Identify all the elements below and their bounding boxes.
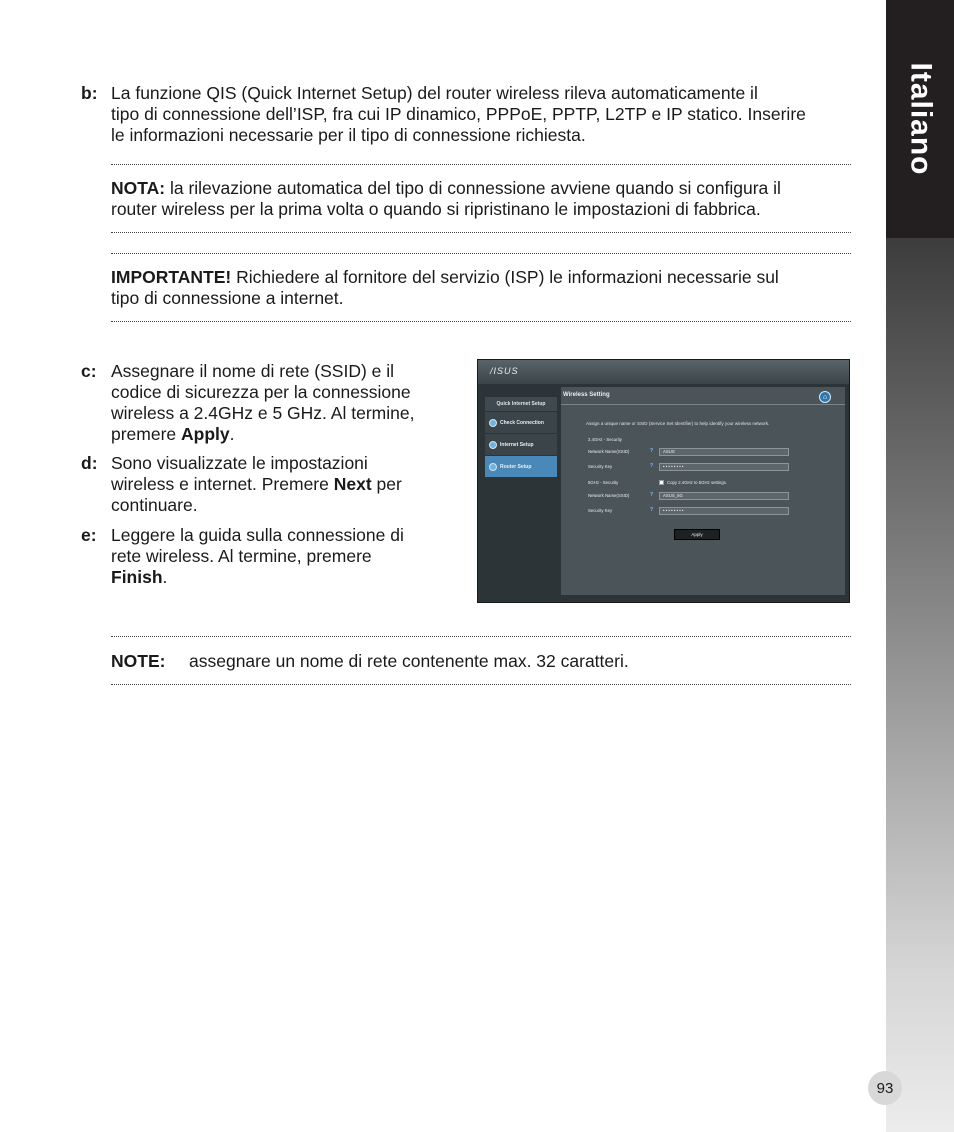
section-d-line: continuare. (111, 495, 198, 515)
asus-logo: /ISUS (490, 366, 519, 376)
importante-label: IMPORTANTE! (111, 267, 232, 287)
section-e-text (111, 525, 404, 588)
section-b-line: La funzione QIS (Quick Internet Setup) del router wireless rileva automaticamente il (111, 83, 758, 103)
nav-item-label: Check Connection (500, 419, 544, 426)
wireless-setting-panel (561, 387, 845, 595)
band1-ssid-input[interactable]: ASUS (659, 448, 789, 456)
band1-key-label: Security Key (588, 464, 613, 469)
apply-keyword: Apply (181, 424, 230, 444)
note-bottom-label: NOTE: (111, 651, 166, 671)
importante-block (111, 267, 851, 309)
band2-key-input[interactable]: • • • • • • • • (659, 507, 789, 515)
finish-keyword: Finish (111, 567, 163, 587)
section-c-line: Assegnare il nome di rete (SSID) e il (111, 361, 395, 381)
dotted-divider (111, 232, 851, 233)
page-number: 93 (868, 1071, 902, 1105)
help-icon[interactable]: ? (650, 448, 654, 454)
language-title-text: Italiano (904, 62, 938, 176)
section-d-line: Sono visualizzate le impostazioni (111, 453, 368, 473)
section-c-text (111, 361, 414, 445)
language-title (886, 0, 954, 238)
dotted-divider (111, 164, 851, 165)
section-c-line: wireless a 2.4GHz e 5 GHz. Al termine, (111, 403, 415, 423)
band2-ssid-label: Network Name(SSID) (588, 493, 630, 498)
panel-description: Assign a unique name or SSID (Service Set Identifier) to help identify your wireless network. (586, 421, 770, 426)
nav-item-label: Router Setup (500, 463, 532, 470)
importante-text: Richiedere al fornitore del servizio (ISP) le informazioni necessarie sul (231, 267, 779, 287)
marker-c: c: (81, 361, 97, 381)
help-icon[interactable]: ? (650, 492, 654, 498)
dotted-divider (111, 253, 851, 254)
router-setup-screenshot (477, 359, 850, 603)
band1-key-input[interactable]: • • • • • • • • (659, 463, 789, 471)
section-b-text (111, 83, 806, 146)
band2-ssid-input[interactable]: ASUS_5G (659, 492, 789, 500)
nav-item-check-connection[interactable] (485, 412, 557, 433)
section-d-post: per (371, 474, 402, 494)
help-icon[interactable]: ? (650, 463, 654, 469)
panel-title: Wireless Setting (563, 392, 610, 398)
section-c-line: codice di sicurezza per la connessione (111, 382, 411, 402)
nav-item-router-setup[interactable] (485, 456, 557, 477)
band2-key-label: Security Key (588, 508, 613, 513)
nav-header: Quick Internet Setup (485, 397, 557, 411)
router-icon (489, 463, 497, 471)
nota-line (111, 178, 781, 199)
section-e-line: rete wireless. Al termine, premere (111, 546, 372, 566)
apply-button[interactable]: Apply (674, 529, 720, 540)
section-d-pre: wireless e internet. Premere (111, 474, 334, 494)
importante-line (111, 267, 851, 288)
copy-settings-checkbox[interactable] (659, 480, 664, 485)
dotted-divider (111, 684, 851, 685)
importante-line: tipo di connessione a internet. (111, 288, 344, 308)
section-d-text (111, 453, 402, 516)
globe-icon (489, 441, 497, 449)
band1-heading: 2.4GHz - Security (588, 437, 622, 442)
section-c-post: . (229, 424, 235, 444)
section-e-post: . (162, 567, 168, 587)
band1-ssid-label: Network Name(SSID) (588, 449, 630, 454)
nota-line: router wireless per la prima volta o quando si ripristinano le impostazioni di fabbrica. (111, 199, 761, 219)
section-d-line (111, 474, 402, 495)
dotted-divider (111, 636, 851, 637)
nav-item-internet-setup[interactable] (485, 434, 557, 455)
section-c-line (111, 424, 414, 445)
band2-heading: 5GHz - Security (588, 480, 619, 485)
note-bottom-block (111, 651, 165, 672)
nota-text: la rilevazione automatica del tipo di connessione avviene quando si configura il (165, 178, 781, 198)
marker-e: e: (81, 525, 97, 545)
nav-item-label: Internet Setup (500, 441, 534, 448)
next-keyword: Next (333, 474, 372, 494)
section-c-pre: premere (111, 424, 182, 444)
globe-icon (489, 419, 497, 427)
section-b-line: le informazioni necessarie per il tipo di connessione richiesta. (111, 125, 586, 145)
nota-label: NOTA: (111, 178, 166, 198)
panel-divider (561, 404, 845, 405)
home-icon[interactable]: ⌂ (819, 391, 831, 403)
section-b-line: tipo di connessione dell’ISP, fra cui IP dinamico, PPPoE, PPTP, L2TP e IP statico. Inserire (111, 104, 806, 124)
dotted-divider (111, 321, 851, 322)
section-e-line (111, 567, 404, 588)
help-icon[interactable]: ? (650, 507, 654, 513)
section-e-line: Leggere la guida sulla connessione di (111, 525, 404, 545)
copy-settings-label: Copy 2.4GHz to 5GHz settings. (667, 480, 727, 485)
screenshot-header (478, 360, 849, 384)
screenshot-nav (485, 397, 557, 477)
marker-d: d: (81, 453, 98, 473)
note-bottom-text: assegnare un nome di rete contenente max. 32 caratteri. (189, 651, 629, 671)
nota-block (111, 178, 781, 220)
marker-b: b: (81, 83, 98, 103)
